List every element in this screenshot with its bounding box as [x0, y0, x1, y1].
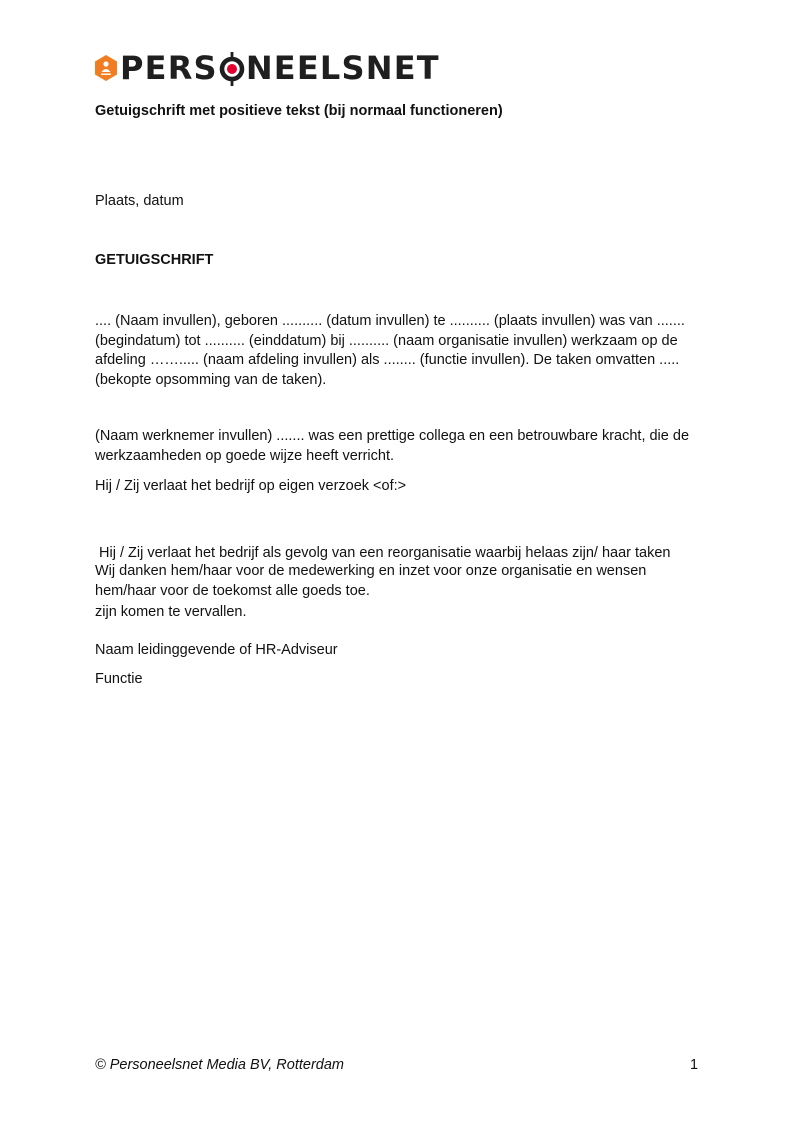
text-line: Wij danken hem/haar voor de medewerking en inzet voor onze organisatie en wensen — [95, 563, 647, 579]
signatory-function: Functie — [95, 671, 143, 687]
signatory-name: Naam leidinggevende of HR-Adviseur — [95, 642, 338, 658]
text-line: afdeling ……..... (naam afdeling invullen) als ........ (functie invullen). De taken omvatten ..... — [95, 352, 680, 368]
footer-copyright: © Personeelsnet Media BV, Rotterdam — [95, 1057, 344, 1073]
text-line: .... (Naam invullen), geboren .......... (datum invullen) te .......... (plaats invullen) was van ....... — [95, 313, 685, 329]
text-line: (bekopte opsomming van de taken). — [95, 371, 327, 388]
text-line: hem/haar voor de toekomst alle goeds toe. — [95, 582, 370, 599]
personeelsnet-logo — [95, 51, 440, 85]
text-line: werkzaamheden op goede wijze heeft verricht. — [95, 447, 395, 464]
text-line: (Naam werknemer invullen) ....... was een prettige collega en een betrouwbare kracht, die de — [95, 428, 690, 444]
logo-text-right: NEELSNET — [245, 49, 440, 87]
paragraph-thanks — [95, 562, 705, 601]
paragraph-evaluation — [95, 427, 705, 466]
logo-text-left: PERS — [120, 49, 218, 87]
text-line: zijn komen te vervallen. — [95, 603, 247, 620]
paragraph-own-request: Hij / Zij verlaat het bedrijf op eigen verzoek <of:> — [95, 478, 407, 494]
paragraph-employment-details — [95, 312, 705, 390]
target-o-icon — [219, 52, 245, 86]
document-title: Getuigschrift met positieve tekst (bij normaal functioneren) — [95, 103, 503, 119]
page-number: 1 — [690, 1057, 699, 1073]
text-line: Hij / Zij verlaat het bedrijf als gevolg van een reorganisatie waarbij helaas zijn/ haar taken — [95, 545, 671, 561]
place-date: Plaats, datum — [95, 193, 184, 209]
personeelsnet-hexagon-person-icon — [95, 55, 117, 81]
certificate-heading: GETUIGSCHRIFT — [95, 252, 214, 268]
text-line: (begindatum) tot .......... (einddatum) bij .......... (naam organisatie invullen) werkzaam op de — [95, 332, 678, 349]
